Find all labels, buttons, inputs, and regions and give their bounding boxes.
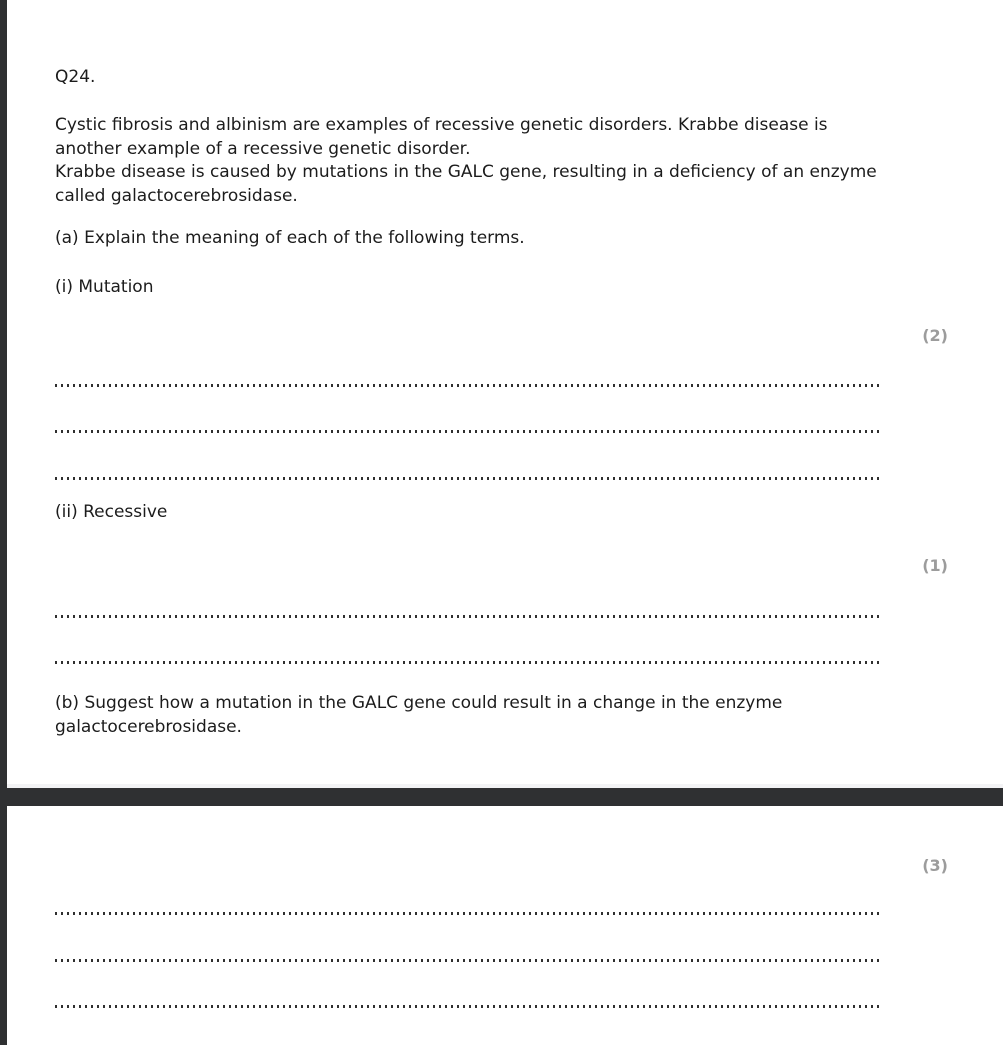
part-b-prompt-line: (b) Suggest how a mutation in the GALC gene could result in a change in the enzyme <box>55 693 783 713</box>
intro-line: another example of a recessive genetic disorder. <box>55 138 471 159</box>
answer-line <box>55 615 881 618</box>
answer-line <box>55 477 881 480</box>
marks-badge-part-b: (3) <box>922 856 948 875</box>
part-b-prompt-line: galactocerebrosidase. <box>55 717 242 737</box>
answer-line <box>55 912 881 915</box>
part-a-sub-i-label: (i) Mutation <box>55 277 154 297</box>
marks-badge-sub-ii: (1) <box>922 556 948 575</box>
answer-line <box>55 959 881 962</box>
intro-line: Cystic fibrosis and albinism are examples of recessive genetic disorders. Krabbe disease is <box>55 115 828 135</box>
question-number: Q24. <box>55 67 96 87</box>
answer-line <box>55 384 881 387</box>
part-b-prompt <box>55 691 782 739</box>
intro-line: Krabbe disease is caused by mutations in the GALC gene, resulting in a deficiency of an enzyme <box>55 162 877 182</box>
answer-line <box>55 1005 881 1008</box>
answer-line <box>55 430 881 433</box>
answer-line <box>55 661 881 664</box>
marks-badge-sub-i: (2) <box>922 326 948 345</box>
intro-line: called galactocerebrosidase. <box>55 185 298 206</box>
part-a-prompt: (a) Explain the meaning of each of the following terms. <box>55 228 525 248</box>
viewer-left-edge <box>0 0 7 1045</box>
page-divider-band <box>0 788 1003 806</box>
part-a-sub-ii-label: (ii) Recessive <box>55 502 168 522</box>
question-intro <box>55 114 877 208</box>
